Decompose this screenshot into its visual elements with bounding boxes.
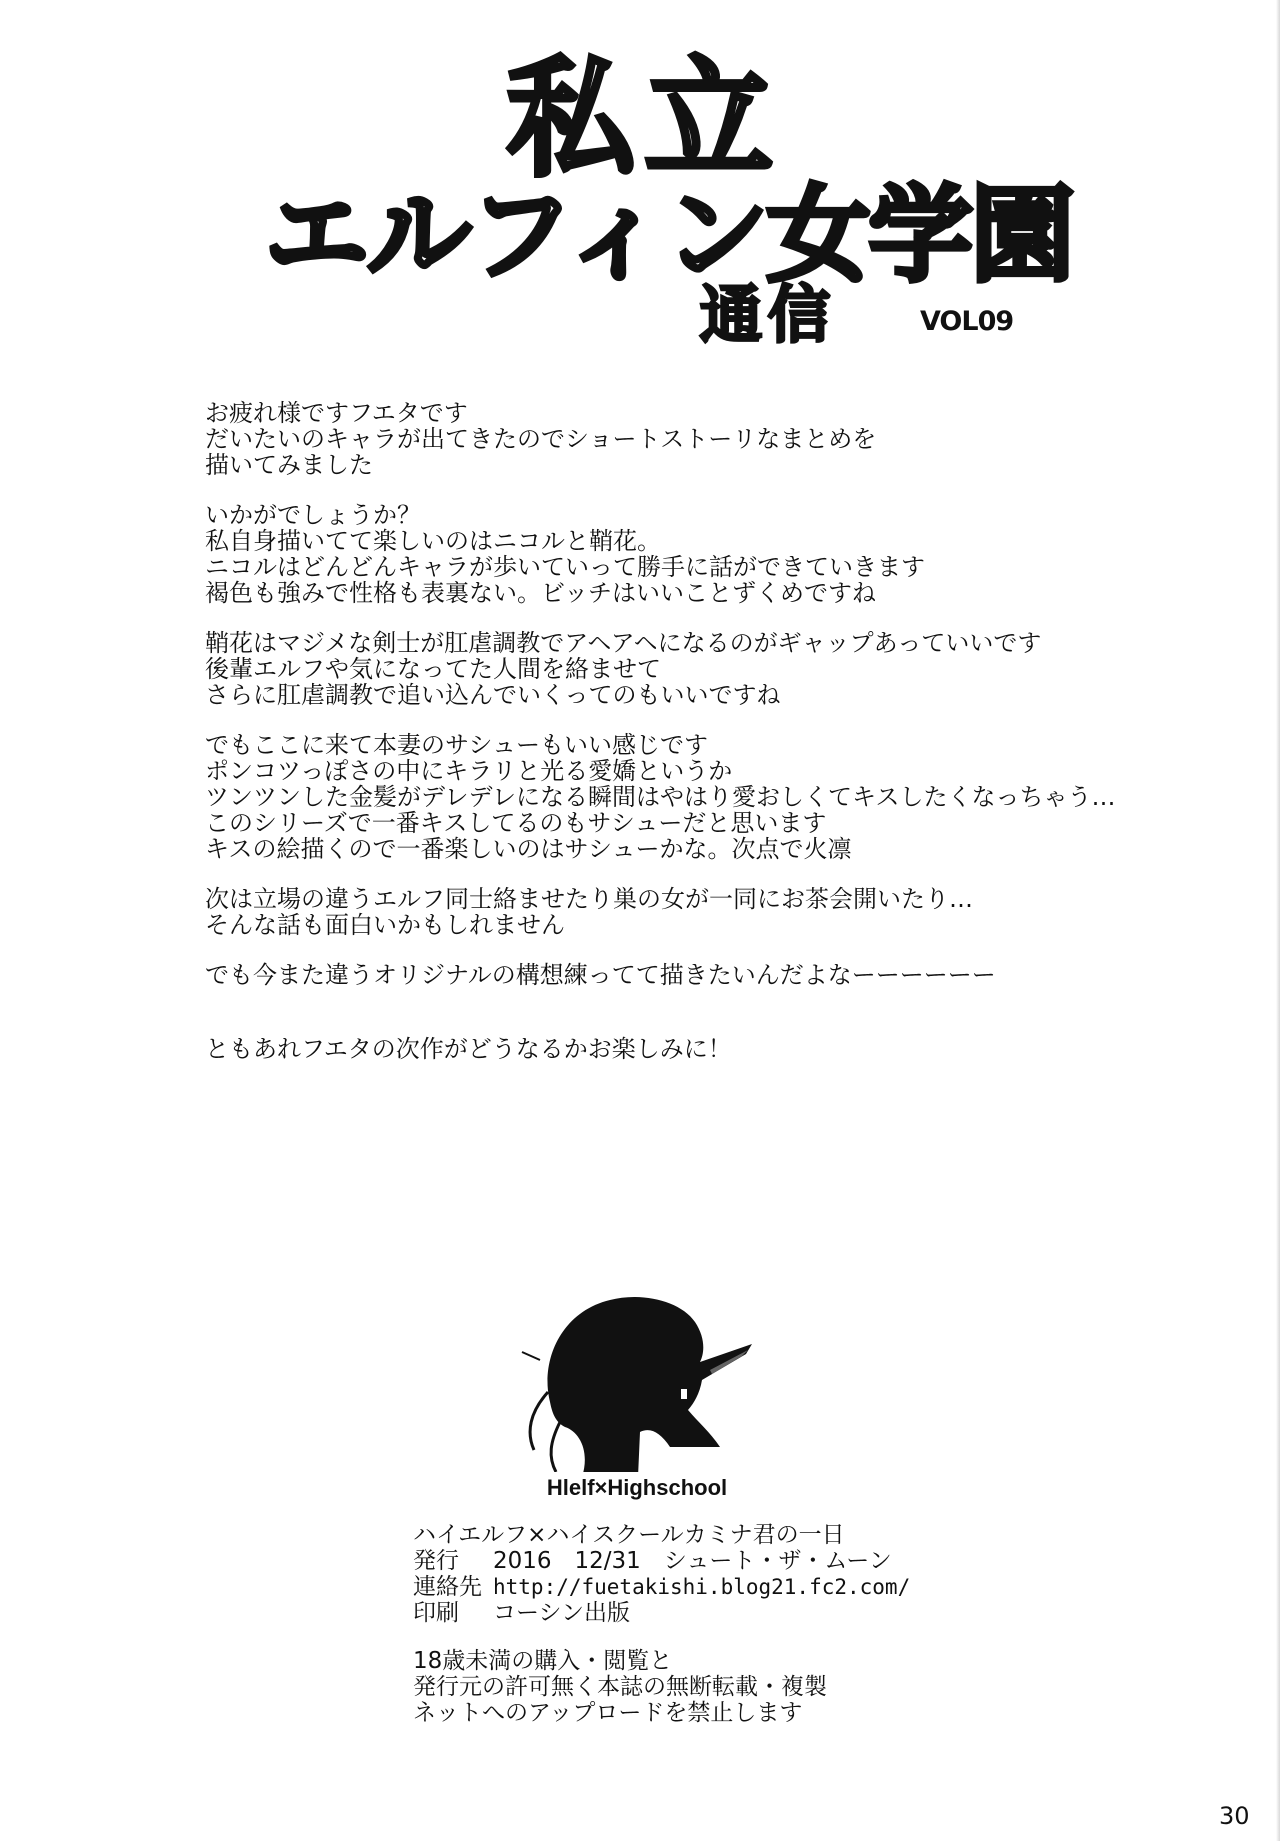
text-line: 描いてみました	[205, 451, 373, 479]
title-newsletter: 通信	[700, 278, 837, 351]
text-line: ポンコツっぽさの中にキラリと光る愛嬌というか	[205, 757, 733, 785]
paragraph	[205, 1036, 1205, 1062]
page-number: 30	[1219, 1802, 1250, 1830]
contact-row	[413, 1574, 1113, 1600]
page-edge	[1276, 0, 1280, 1841]
elf-silhouette-icon	[520, 1282, 755, 1502]
book-title: ハイエルフ×ハイスクールカミナ君の一日	[413, 1522, 845, 1548]
publish-label: 発行	[413, 1548, 459, 1574]
paragraph	[205, 886, 1205, 938]
title-school-name: エルフィン女学園	[265, 174, 1073, 296]
contact-label: 連絡先	[413, 1574, 482, 1600]
text-line: だいたいのキャラが出てきたのでショートストーリなまとめを	[205, 425, 877, 453]
warning-line: ネットへのアップロードを禁止します	[413, 1700, 803, 1726]
text-line: 後輩エルフや気になってた人間を絡ませて	[205, 655, 661, 683]
spacer	[413, 1626, 1113, 1648]
text-line: 次は立場の違うエルフ同士絡ませたり巣の女が一同にお茶会開いたり…	[205, 885, 973, 913]
text-line: いかがでしょうか？	[205, 501, 421, 529]
logo-text: Hlelf×Highschool	[546, 1475, 728, 1500]
text-line: ツンツンした金髪がデレデレになる瞬間はやはり愛おしくてキスしたくなっちゃう…	[205, 783, 1116, 811]
age-warning	[413, 1648, 1113, 1726]
paragraph	[205, 962, 1205, 988]
elf-silhouette-logo	[520, 1282, 755, 1502]
text-line: お疲れ様ですフエタです	[205, 399, 468, 427]
volume-label: VOL09	[920, 306, 1014, 337]
publish-row	[413, 1548, 1113, 1574]
print-value: コーシン出版	[493, 1600, 630, 1626]
warning-line: 発行元の許可無く本誌の無断転載・複製	[413, 1674, 827, 1700]
paragraph	[205, 400, 1205, 478]
text-line: さらに肛虐調教で追い込んでいくってのもいいですね	[205, 681, 781, 709]
text-line: 私自身描いてて楽しいのはニコルと鞘花。	[205, 527, 661, 555]
contact-url: http://fuetakishi.blog21.fc2.com/	[493, 1575, 911, 1599]
text-line: でも今また違うオリジナルの構想練ってて描きたいんだよなーーーーーー	[205, 961, 996, 989]
paragraph	[205, 630, 1205, 708]
text-line: そんな話も面白いかもしれません	[205, 911, 565, 939]
publish-value: 2016 12/31 シュート・ザ・ムーン	[493, 1548, 892, 1574]
colophon	[413, 1522, 1113, 1726]
afterword-body	[205, 400, 1205, 1086]
text-line: 褐色も強みで性格も表裏ない。ビッチはいいことずくめですね	[205, 579, 877, 607]
title-main: 私立	[506, 45, 783, 194]
warning-line: 18歳未満の購入・閲覧と	[413, 1648, 673, 1674]
text-line: キスの絵描くので一番楽しいのはサシューかな。次点で火凛	[205, 835, 852, 863]
text-line: このシリーズで一番キスしてるのもサシューだと思います	[205, 809, 827, 837]
paragraph	[205, 732, 1205, 862]
paragraph	[205, 502, 1205, 606]
text-line: ニコルはどんどんキャラが歩いていって勝手に話ができていきます	[205, 553, 925, 581]
text-line: でもここに来て本妻のサシューもいい感じです	[205, 731, 709, 759]
text-line: ともあれフエタの次作がどうなるかお楽しみに！	[205, 1035, 732, 1063]
print-label: 印刷	[413, 1600, 459, 1626]
print-row	[413, 1600, 1113, 1626]
text-line: 鞘花はマジメな剣士が肛虐調教でアヘアヘになるのがギャップあっていいです	[205, 629, 1042, 657]
